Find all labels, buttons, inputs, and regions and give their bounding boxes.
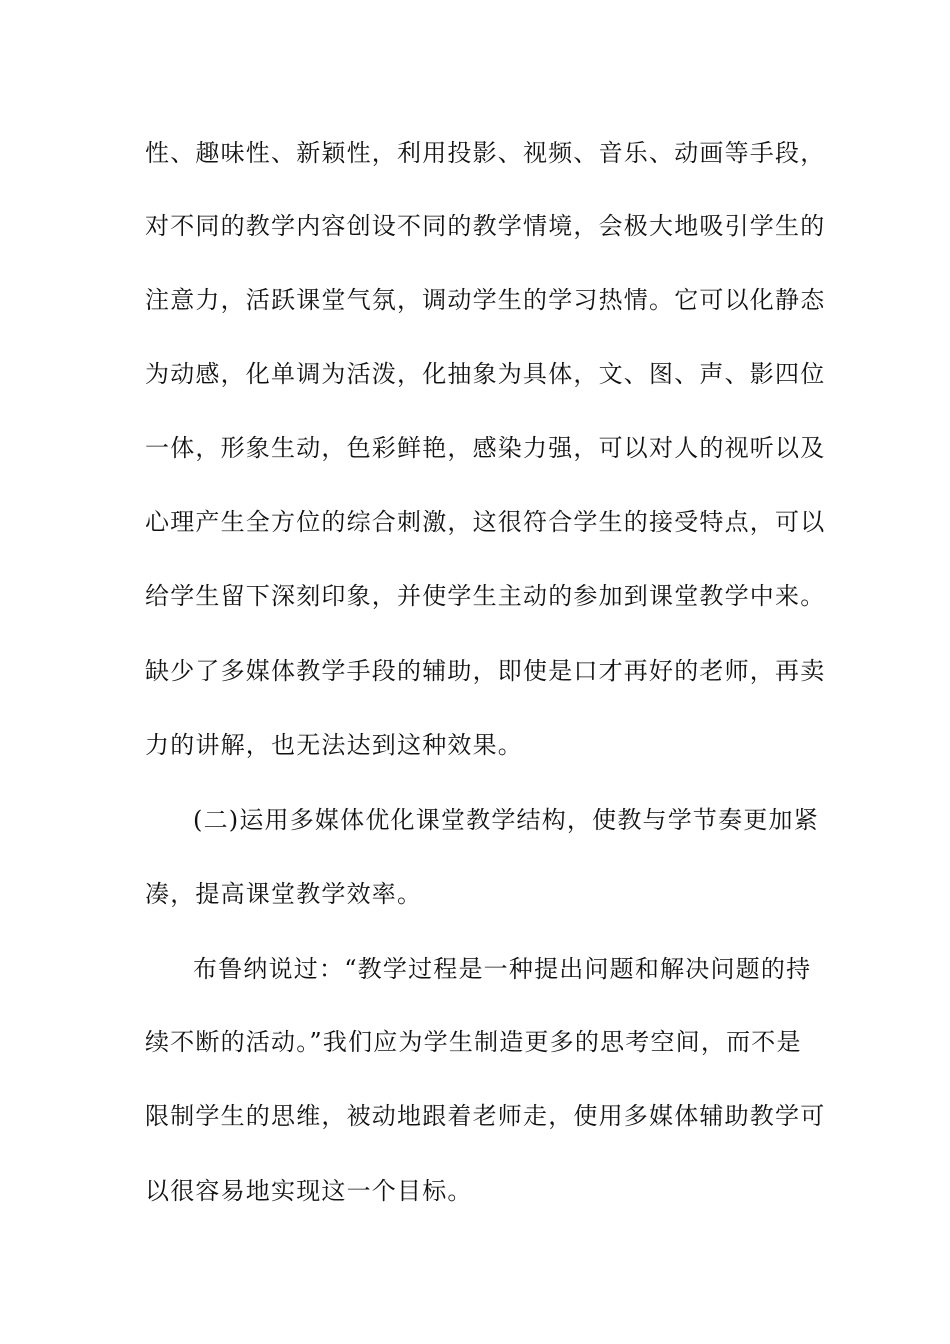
body-text-line: 一体，形象生动，色彩鲜艳，感染力强，可以对人的视听以及: [145, 434, 826, 462]
body-text-line: 对不同的教学内容创设不同的教学情境，会极大地吸引学生的: [145, 212, 826, 240]
body-text-line: 给学生留下深刻印象，并使学生主动的参加到课堂教学中来。: [145, 582, 826, 610]
body-text-line: 为动感，化单调为活泼，化抽象为具体，文、图、声、影四位: [145, 360, 826, 388]
body-text-line: 注意力，活跃课堂气氛，调动学生的学习热情。它可以化静态: [145, 286, 826, 314]
body-text-line: 续不断的活动。”我们应为学生制造更多的思考空间，而不是: [145, 1028, 802, 1056]
body-text-line: 布鲁纳说过：“教学过程是一种提出问题和解决问题的持: [193, 955, 812, 983]
body-text-line: 心理产生全方位的综合刺激，这很符合学生的接受特点，可以: [145, 508, 826, 536]
body-text-line: 性、趣味性、新颖性，利用投影、视频、音乐、动画等手段，: [145, 139, 826, 167]
body-text-line: 以很容易地实现这一个目标。: [145, 1177, 473, 1205]
body-text-line: 限制学生的思维，被动地跟着老师走，使用多媒体辅助教学可: [145, 1102, 826, 1130]
body-text-line: 缺少了多媒体教学手段的辅助，即使是口才再好的老师，再卖: [145, 657, 826, 685]
body-text-line: 力的讲解，也无法达到这种效果。: [145, 731, 523, 759]
section-heading-line: (二)运用多媒体优化课堂教学结构，使教与学节奏更加紧: [193, 806, 819, 834]
section-heading-line: 凑，提高课堂教学效率。: [145, 880, 423, 908]
